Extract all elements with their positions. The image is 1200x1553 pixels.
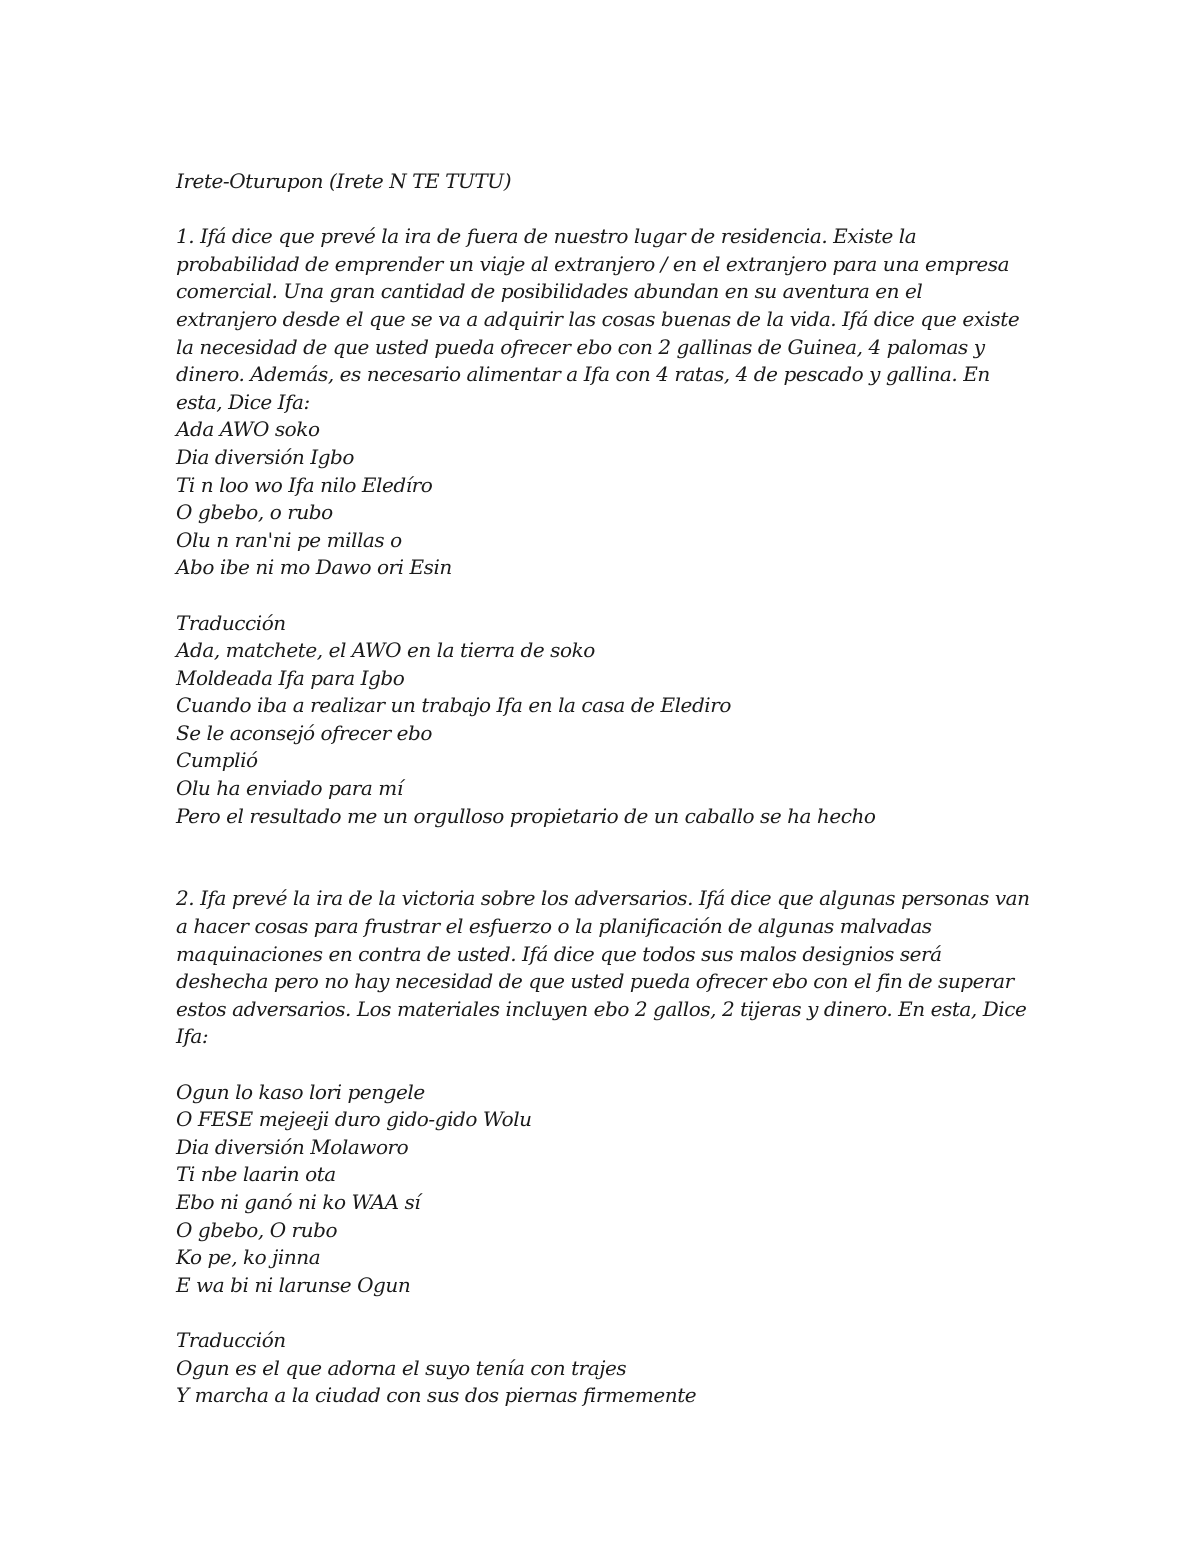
translation-line: Cuando iba a realizar un trabajo Ifa en la casa de Elediro	[176, 693, 731, 718]
paragraph-line: maquinaciones en contra de usted. Ifá dice que todos sus malos designios será	[176, 941, 942, 966]
verse-line: Ebo ni ganó ni ko WAA sí	[176, 1189, 421, 1214]
verse-line: Ko pe, ko jinna	[176, 1245, 321, 1270]
paragraph-line: dinero. Además, es necesario alimentar a Ifa con 4 ratas, 4 de pescado y gallina. En	[176, 362, 990, 387]
translation-line: Pero el resultado me un orgulloso propietario de un caballo se ha hecho	[176, 803, 876, 828]
paragraph-line: Ifa:	[176, 1024, 209, 1049]
blank-line	[176, 196, 1036, 224]
paragraph-line: a hacer cosas para frustrar el esfuerzo o la planificación de algunas malvadas	[176, 914, 932, 939]
paragraph-line: probabilidad de emprender un viaje al extranjero / en el extranjero para una empresa	[176, 251, 1010, 276]
blank-line	[176, 830, 1036, 885]
blank-line	[176, 1051, 1036, 1079]
section1-paragraph	[176, 223, 1036, 416]
section2-verse	[176, 1079, 1036, 1300]
blank-line	[176, 582, 1036, 610]
verse-line: O FESE mejeeji duro gido-gido Wolu	[176, 1107, 532, 1132]
translation-heading: Traducción	[176, 1327, 286, 1352]
blank-line	[176, 1299, 1036, 1327]
verse-line: E wa bi ni larunse Ogun	[176, 1272, 411, 1297]
document-text	[176, 168, 1036, 1410]
verse-line: O gbebo, o rubo	[176, 500, 333, 525]
paragraph-line: extranjero desde el que se va a adquirir las cosas buenas de la vida. Ifá dice que existe	[176, 306, 1020, 331]
paragraph-line: deshecha pero no hay necesidad de que usted pueda ofrecer ebo con el fin de superar	[176, 969, 1014, 994]
verse-line: Ti nbe laarin ota	[176, 1162, 336, 1187]
translation-line: Olu ha enviado para mí	[176, 776, 403, 801]
translation-line: Cumplió	[176, 748, 258, 773]
paragraph-line: 1. Ifá dice que prevé la ira de fuera de nuestro lugar de residencia. Existe la	[176, 224, 917, 249]
verse-line: Ogun lo kaso lori pengele	[176, 1079, 425, 1104]
translation-line: Se le aconsejó ofrecer ebo	[176, 720, 433, 745]
section1-verse	[176, 416, 1036, 582]
verse-line: Olu n ran'ni pe millas o	[176, 527, 402, 552]
translation-line: Moldeada Ifa para Igbo	[176, 665, 405, 690]
translation-line: Ada, matchete, el AWO en la tierra de soko	[176, 638, 595, 663]
verse-line: Abo ibe ni mo Dawo ori Esin	[176, 555, 452, 580]
verse-line: Dia diversión Molaworo	[176, 1134, 409, 1159]
verse-line: O gbebo, O rubo	[176, 1217, 338, 1242]
section1-translation	[176, 637, 1036, 830]
paragraph-line: estos adversarios. Los materiales incluyen ebo 2 gallos, 2 tijeras y dinero. En esta, Dice	[176, 996, 1027, 1021]
translation-line: Ogun es el que adorna el suyo tenía con trajes	[176, 1355, 627, 1380]
verse-line: Ti n loo wo Ifa nilo Eledíro	[176, 472, 433, 497]
section2-paragraph	[176, 885, 1036, 1051]
paragraph-line: 2. Ifa prevé la ira de la victoria sobre los adversarios. Ifá dice que algunas personas van	[176, 886, 1030, 911]
paragraph-line: comercial. Una gran cantidad de posibilidades abundan en su aventura en el	[176, 279, 923, 304]
document-title: Irete-Oturupon (Irete N TE TUTU)	[176, 169, 512, 193]
verse-line: Dia diversión Igbo	[176, 444, 354, 469]
section2-translation	[176, 1355, 1036, 1410]
paragraph-line: la necesidad de que usted pueda ofrecer ebo con 2 gallinas de Guinea, 4 palomas y	[176, 334, 985, 359]
paragraph-line: esta, Dice Ifa:	[176, 389, 310, 414]
translation-line: Y marcha a la ciudad con sus dos piernas firmemente	[176, 1383, 697, 1408]
translation-heading: Traducción	[176, 610, 286, 635]
verse-line: Ada AWO soko	[176, 417, 320, 442]
